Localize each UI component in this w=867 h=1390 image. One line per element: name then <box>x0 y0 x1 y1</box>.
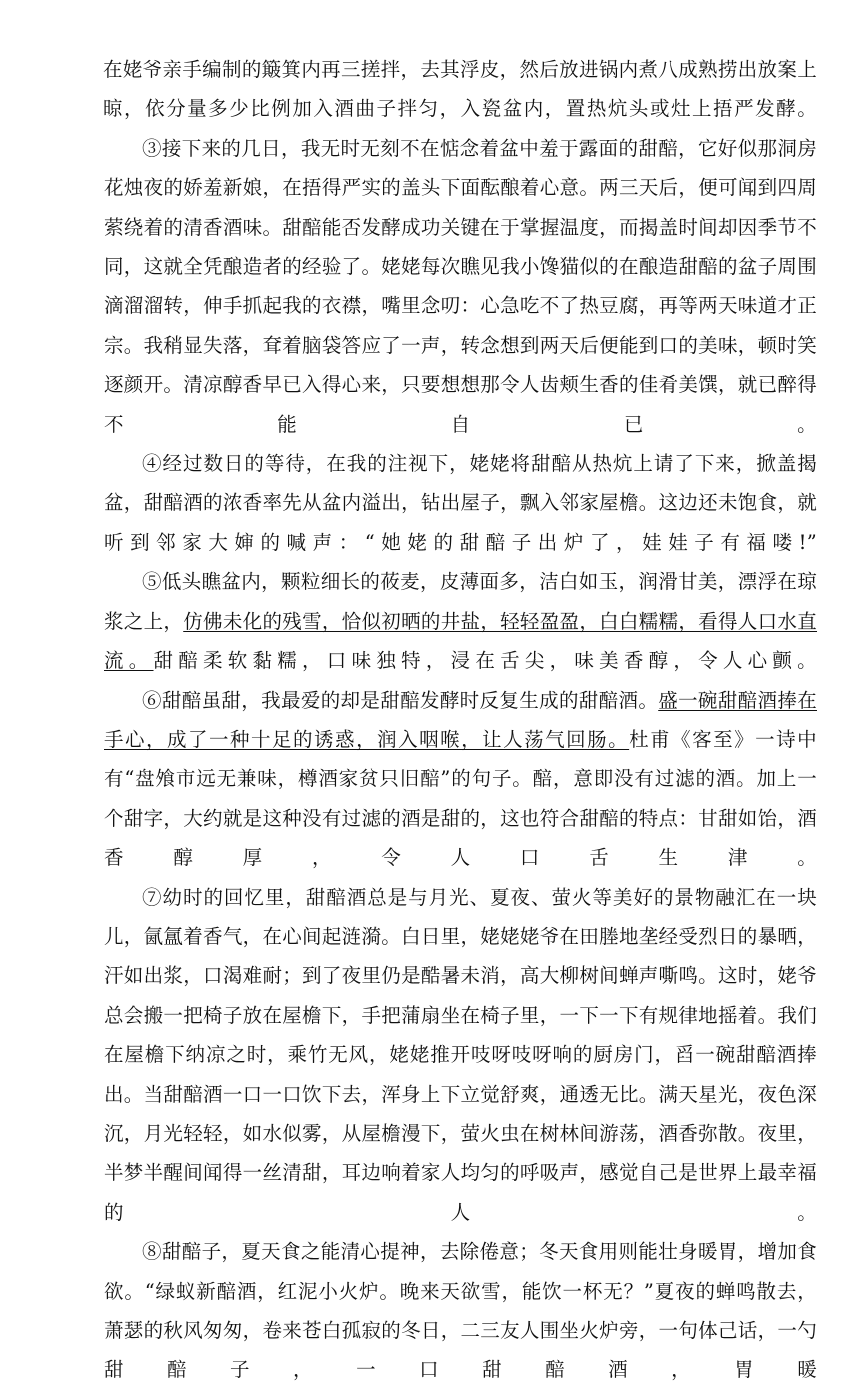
paragraph-text: ⑧甜醅子，夏天食之能清心提神，去除倦意；冬天食用则能壮身暖胃，增加食欲。“绿蚁新醅酒，红泥小火炉。晚来天欲雪，能饮一杯无？”夏夜的蝉鸣散去，萧瑟的秋风匆匆，卷来苍白孤寂的冬日，二三友人围坐火炉旁，一句体己话，一勺甜醅子，一口甜醅酒，胃暖 <box>104 1240 817 1382</box>
paragraph-text: ⑤低头瞧盆内，颗粒细长的莜麦，皮薄面多，洁白如玉，润滑甘美，漂浮在琼浆之上， <box>104 570 817 633</box>
paragraph-text: ④经过数日的等待，在我的注视下，姥姥将甜醅从热炕上请了下来，掀盖揭盆，甜醅酒的浓香率先从盆内溢出，钻出屋子，飘入邻家屋檐。这边还未饱食，就听到邻家大婶的喊声：“她姥的甜醅子出炉了，娃娃子有福喽!” <box>104 452 817 554</box>
paragraph-text: 杜甫《客至》一诗中有“盘飧市远无兼味，樽酒家贫只旧醅”的句子。醅，意即没有过滤的酒。加上一个甜字，大约就是这种没有过滤的酒是甜的，这也符合甜醅的特点：甘甜如饴，酒香醇厚，令人口舌生津。 <box>104 727 817 870</box>
paragraph-6 <box>104 681 817 878</box>
paragraph-3 <box>104 129 817 444</box>
paragraph-2-continuation <box>103 50 817 129</box>
paragraph-text: ⑦幼时的回忆里，甜醅酒总是与月光、夏夜、萤火等美好的景物融汇在一块儿，氤氲着香气，在心间起涟漪。白日里，姥姥姥爷在田塍地垄经受烈日的暴晒，汗如出浆，口渴难耐；到了夜里仍是酷暑未消，高大柳树间蝉声嘶鸣。这时，姥爷总会搬一把椅子放在屋檐下，手把蒲扇坐在椅子里，一下一下有规律地摇着。我们在屋檐下纳凉之时，乘竹无风，姥姥推开吱呀吱呀响的厨房门，舀一碗甜醅酒捧出。当甜醅酒一口一口饮下去，浑身上下立觉舒爽，通透无比。满天星光，夜色深沉，月光轻轻，如水似雾，从屋檐漫下，萤火虫在树林间游荡，酒香弥散。夜里，半梦半醒间闻得一丝清甜，耳边响着家人均匀的呼吸声，感觉自己是世界上最幸福的人。 <box>104 885 817 1224</box>
paragraph-7 <box>104 878 817 1233</box>
paragraph-text: ③接下来的几日，我无时无刻不在惦念着盆中羞于露面的甜醅，它好似那洞房花烛夜的娇羞新娘，在捂得严实的盖头下面酝酿着心意。两三天后，便可闻到四周萦绕着的清香酒味。甜醅能否发酵成功关键在于掌握温度，而揭盖时间却因季节不同，这就全凭酿造者的经验了。姥姥每次瞧见我小馋猫似的在酿造甜醅的盆子周围滴溜溜转，伸手抓起我的衣襟，嘴里念叨：心急吃不了热豆腐，再等两天味道才正宗。我稍显失落，耷着脑袋答应了一声，转念想到两天后便能到口的美味，顿时笑逐颜开。清凉醇香早已入得心来，只要想想那令人齿颊生香的佳肴美馔，就已醉得不能自已。 <box>104 136 817 436</box>
paragraph-8 <box>104 1232 817 1390</box>
paragraph-text: 在姥爷亲手编制的簸箕内再三搓拌，去其浮皮，然后放进锅内煮八成熟捞出放案上晾，依分量多少比例加入酒曲子拌匀，入瓷盆内，置热炕头或灶上捂严发酵。 <box>103 58 817 121</box>
paragraph-text: ⑥甜醅虽甜，我最爱的却是甜醅发酵时反复生成的甜醅酒。 <box>142 688 659 712</box>
paragraph-4 <box>104 444 817 562</box>
underlined-sentence: 仿佛未化的残雪，恰似初晒的井盐，轻轻盈盈，白白糯糯，看得人口水直流。 <box>104 609 818 673</box>
underlined-sentence: 盛一碗甜醅酒捧在手心，成了一种十足的诱惑，润入咽喉，让人荡气回肠。 <box>104 688 817 751</box>
paragraph-text: 甜醅柔软黏糯，口味独特，浸在舌尖，味美香醇，令人心颤。 <box>153 649 817 673</box>
paragraph-5 <box>104 562 817 680</box>
